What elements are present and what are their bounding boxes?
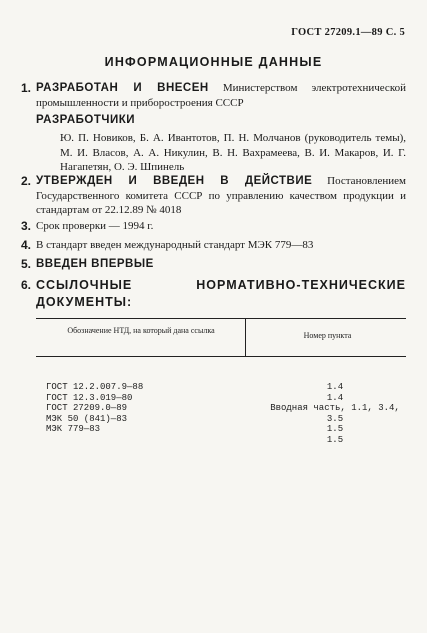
developers-label: РАЗРАБОТЧИКИ	[36, 114, 135, 126]
table-clause-column	[265, 382, 405, 446]
table-cell-doc: МЭК 779—83	[46, 424, 101, 435]
item-heading: ССЫЛОЧНЫЕ НОРМАТИВНО-ТЕХНИЧЕСКИЕ ДОКУМЕНТЫ:	[36, 278, 406, 309]
developers-heading	[36, 113, 406, 128]
item-3	[21, 219, 406, 234]
item-5	[21, 257, 406, 272]
item-1	[21, 81, 406, 110]
item-6	[21, 277, 406, 311]
table-cell-doc: ГОСТ 27209.0—89	[46, 403, 128, 414]
table-header-rule	[36, 356, 406, 357]
table-cell-clause: 1.5	[326, 434, 344, 445]
table-column-divider	[245, 318, 246, 356]
item-number: 3.	[21, 219, 32, 233]
developers-list: Ю. П. Новиков, Б. А. Ивантотов, П. Н. Молчанов (руководитель темы), М. И. Власов, А. А. Никулин, В. Н. Вахрамеева, В. И. Макаров, И. Г. Нагапетян, О. Э. Шпинель	[60, 132, 406, 173]
item-number: 2.	[21, 174, 32, 188]
table-top-rule	[36, 318, 406, 319]
table-cell-doc: МЭК 50 (841)—83	[46, 413, 128, 424]
item-number: 5.	[21, 257, 32, 271]
table-header-doc: Обозначение НТД, на который дана ссылка	[67, 326, 215, 335]
page-title: ИНФОРМАЦИОННЫЕ ДАННЫЕ	[104, 55, 323, 69]
item-heading: РАЗРАБОТАН И ВНЕСЕН	[36, 82, 209, 94]
item-4	[21, 238, 406, 253]
table-cell-clause: 1.5	[326, 424, 344, 435]
item-text: Министерством электротехнической промышленности и приборостроения СССР	[36, 82, 406, 109]
table-cell-doc: ГОСТ 12.2.007.9—88	[46, 382, 144, 392]
item-text: Срок проверки — 1994 г.	[36, 220, 154, 232]
table-header-clause: Номер пункта	[303, 331, 352, 340]
page-header: ГОСТ 27209.1—89 С. 5	[291, 27, 405, 38]
item-heading: ВВЕДЕН ВПЕРВЫЕ	[36, 258, 154, 270]
item-heading: УТВЕРЖДЕН И ВВЕДЕН В ДЕЙСТВИЕ	[36, 175, 313, 187]
item-text: Постановлением Государственного комитета СССР по управлению качеством продукции и стандартам от 22.12.89 № 4018	[36, 175, 406, 216]
table-cell-clause: Вводная часть, 1.1, 3.4, 3.5	[270, 403, 400, 424]
table-cell-clause: 1.4	[326, 382, 344, 392]
table-cell-doc: ГОСТ 12.3.019—80	[46, 392, 133, 403]
table-doc-column	[46, 382, 143, 435]
item-number: 1.	[21, 81, 32, 95]
item-number: 6.	[21, 278, 32, 292]
item-number: 4.	[21, 238, 32, 252]
item-text: В стандарт введен международный стандарт МЭК 779—83	[36, 239, 314, 251]
table-cell-clause: 1.4	[326, 392, 344, 403]
item-2	[21, 174, 406, 218]
